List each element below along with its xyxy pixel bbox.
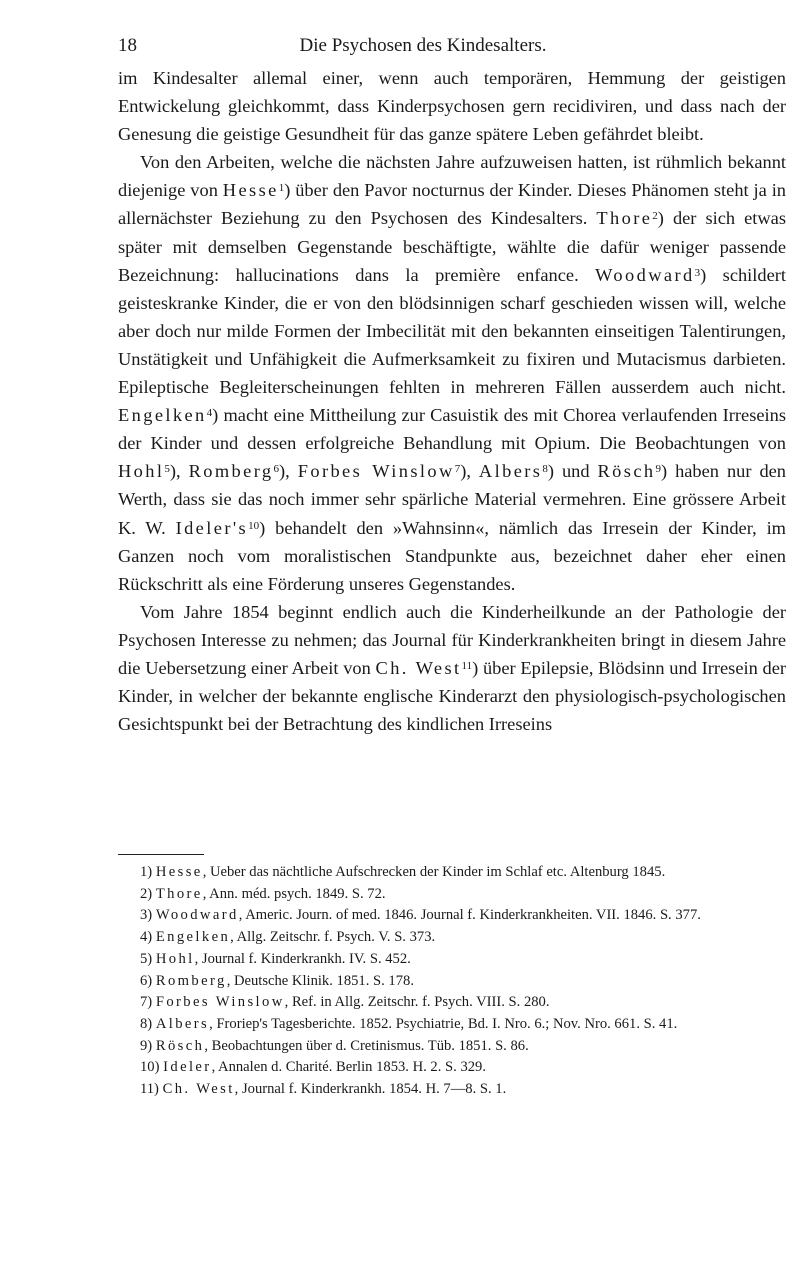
footnote (118, 884, 786, 906)
footnote-citation: , Ueber das nächtliche Aufschrecken der Kinder im Schlaf etc. Altenburg 1845. (202, 864, 666, 880)
author-name: Rösch (597, 461, 656, 482)
footnote-ref: 1 (278, 182, 285, 195)
text-run: Von den Arbeiten, welche die nächsten Jahre aufzuweisen hatten, ist rühmlich bekannt diejenige von (118, 152, 786, 201)
footnote-author: Ideler (163, 1059, 212, 1076)
text-run: Vom Jahre 1854 beginnt endlich auch die Kinderheilkunde an der Pathologie der Psychosen Interesse zu nehmen; das Journal für Kinderkrankheiten bringt in diesem Jahre die Uebersetzung einer Arbeit von (118, 601, 786, 678)
footnote-author: Albers (155, 1015, 210, 1032)
footnote-citation: , Froriep's Tagesberichte. 1852. Psychiatrie, Bd. I. Nro. 6.; Nov. Nro. 661. S. 41. (209, 1015, 678, 1032)
footnote (118, 905, 786, 927)
text-run: ), (460, 461, 479, 482)
footnote-separator (118, 854, 204, 855)
footnote-number: 9) (140, 1037, 153, 1054)
text-run: ) behandelt den »Wahnsinn«, nämlich das Irresein der Kinder, im Ganzen noch vom moralistischen Standpunkte aus, bezeichnet daher eher einen Rückschritt als eine Förderung unseres Gegenstandes. (118, 517, 786, 594)
footnote-author: Thore (155, 885, 203, 902)
text-run: ) schildert geisteskranke Kinder, die er von den blödsinnigen scharf geschieden wissen will, welche aber doch nur milde Formen der Imbecilität mit den bekannten einseitigen Talentirungen, Unstätigkeit und Unfähigkeit die Aufmerksamkeit zu fixiren und Mutacismus darbieten. Epileptische Begleiterscheinungen fehlten in mehreren Fällen ausserdem auch nicht. (118, 264, 786, 398)
footnote (118, 927, 786, 949)
page-header (118, 34, 728, 58)
page-number: 18 (118, 35, 137, 56)
footnote-ref: 3 (694, 266, 701, 279)
footnote-author: Forbes Winslow (155, 994, 285, 1011)
footnote-number: 5) (140, 950, 153, 967)
footnote-author: Engelken (155, 929, 231, 946)
text-run: ) der sich etwas später mit demselben Gegenstande beschäftigte, wählte die dafür weniger passende Bezeichnung: hallucinations dans la première enfance. (118, 208, 786, 285)
footnote (118, 971, 786, 993)
footnote-citation: , Ref. in Allg. Zeitschr. f. Psych. VIII. S. 280. (284, 994, 550, 1011)
running-title: Die Psychosen des Kindesalters. (299, 35, 547, 56)
footnote-citation: , Beobachtungen über d. Cretinismus. Tüb. 1851. S. 86. (204, 1037, 529, 1054)
footnotes (118, 862, 786, 1101)
author-name: Hesse (222, 180, 279, 201)
footnote (118, 949, 786, 971)
text-run: ) über Epilepsie, Blödsinn und Irresein der Kinder, in welcher der bekannte englische Kinderarzt den physiologisch-psychologischen Gesichtspunkt bei der Betrachtung des kindlichen Irreseins (118, 657, 787, 735)
footnote-citation: , Americ. Journ. of med. 1846. Journal f. Kinderkrankheiten. VII. 1846. S. 377. (238, 907, 701, 924)
footnote-citation: , Allg. Zeitschr. f. Psych. V. S. 373. (230, 929, 436, 946)
text-run: ), (169, 461, 189, 482)
footnote-ref: 2 (652, 210, 658, 223)
text-run: ), (279, 461, 298, 482)
footnote-author: Romberg (155, 972, 227, 989)
author-name: Engelken (118, 405, 207, 426)
footnote (118, 1036, 786, 1058)
body-text (118, 64, 786, 738)
author-name: Ch. West (375, 657, 462, 678)
footnote-number: 7) (140, 994, 153, 1011)
footnote-number: 3) (140, 907, 153, 924)
footnote-citation: , Journal f. Kinderkrankh. IV. S. 452. (194, 950, 411, 967)
footnote-number: 1) (140, 864, 153, 880)
text-run: ) über den Pavor nocturnus der Kinder. Dieses Phänomen steht ja in allernächster Beziehung zu den Psychosen des Kindesalters. (118, 180, 787, 229)
author-name: Albers (478, 461, 543, 482)
footnote-number: 10) (140, 1059, 160, 1076)
footnote-author: Woodward (155, 907, 239, 924)
author-name: Woodward (595, 264, 695, 285)
footnote-ref: 8 (542, 463, 548, 476)
author-name: Romberg (188, 461, 274, 482)
footnote-number: 2) (140, 885, 153, 902)
footnote-author: Hesse (155, 864, 203, 880)
footnote-author: Ch. West (162, 1081, 235, 1098)
footnote-ref: 7 (454, 463, 461, 476)
text-run: ) und (547, 461, 598, 482)
footnote (118, 862, 786, 884)
text-run: im Kindesalter allemal einer, wenn auch temporären, Hemmung der geistigen Entwickelung gleichkommt, dass Kinderpsychosen gern recidiviren, und dass nach der Genesung die geistige Gesundheit für das ganze spätere Leben gefährdet bleibt. (118, 68, 786, 145)
paragraph (118, 148, 786, 598)
footnote-author: Rösch (155, 1037, 205, 1054)
author-name: Hohl (118, 461, 165, 482)
footnote-number: 4) (140, 929, 153, 946)
paragraph (118, 598, 786, 738)
footnote-ref: 9 (655, 463, 661, 476)
footnote-number: 8) (140, 1015, 153, 1032)
footnote (118, 992, 786, 1014)
footnote-citation: , Journal f. Kinderkrankh. 1854. H. 7—8. S. 1. (234, 1081, 507, 1098)
footnote-ref: 10 (248, 519, 260, 532)
footnote-citation: , Ann. méd. psych. 1849. S. 72. (202, 885, 386, 902)
footnote (118, 1014, 786, 1036)
footnote-author: Hohl (155, 950, 195, 967)
text-run: ) macht eine Mittheilung zur Casuistik des mit Chorea verlaufenden Irreseins der Kinder und dessen erfolgreiche Behandlung mit Opium. Die Beobachtungen von (118, 405, 786, 454)
author-name: Ideler's (175, 517, 249, 538)
footnote-number: 11) (140, 1081, 159, 1098)
footnote-ref: 4 (206, 407, 213, 420)
footnote-citation: , Annalen d. Charité. Berlin 1853. H. 2. S. 329. (211, 1059, 486, 1076)
footnote (118, 1079, 786, 1101)
paragraph (118, 64, 786, 148)
text-run: ) haben nur den Werth, dass sie das noch immer sehr spärliche Material vermehren. Eine grössere Arbeit K. W. (118, 461, 787, 538)
footnote-ref: 11 (461, 659, 473, 672)
author-name: Forbes Winslow (297, 461, 455, 482)
footnote (118, 1057, 786, 1079)
footnote-ref: 6 (273, 463, 280, 476)
footnote-citation: , Deutsche Klinik. 1851. S. 178. (226, 972, 414, 989)
author-name: Thore (596, 208, 653, 229)
footnote-number: 6) (140, 972, 153, 989)
footnote-ref: 5 (164, 463, 170, 476)
